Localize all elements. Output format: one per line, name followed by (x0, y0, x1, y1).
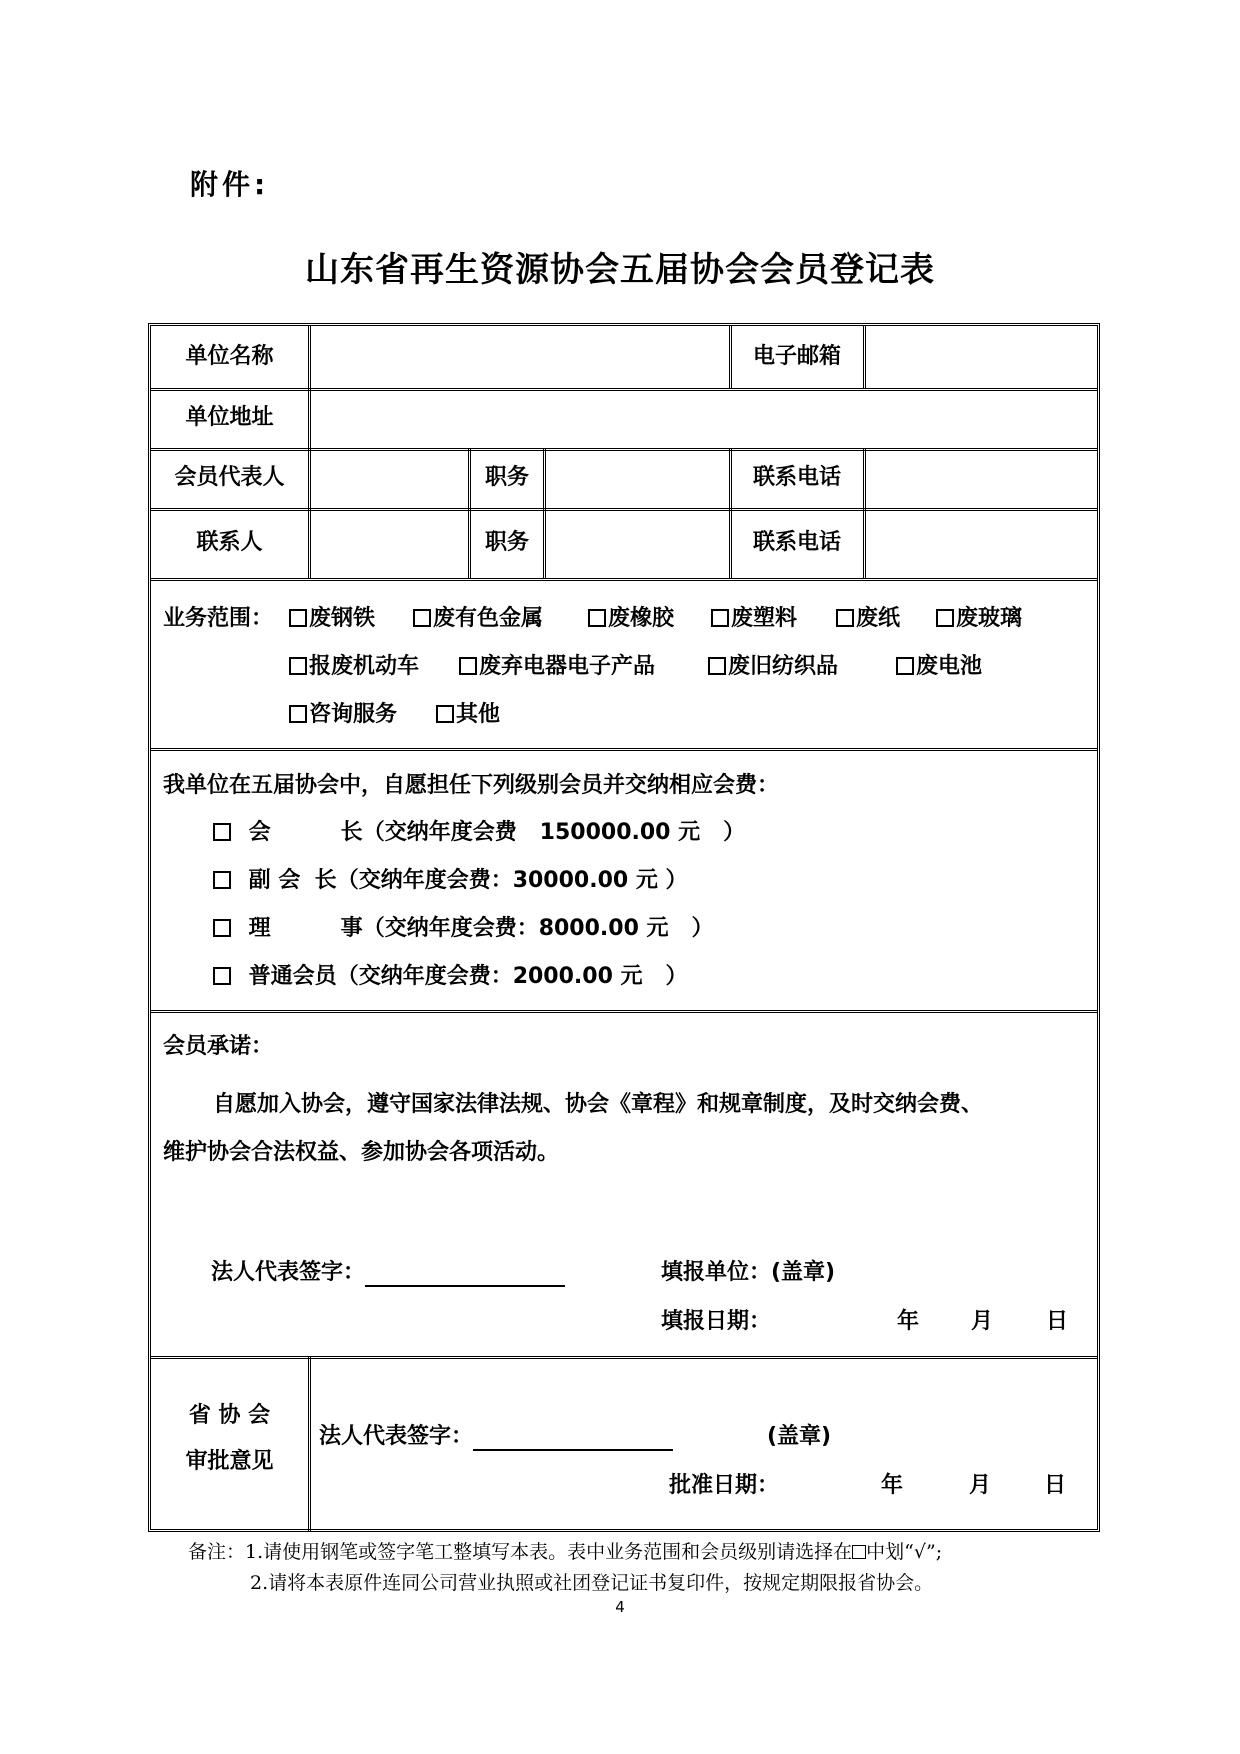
position-label: 职务 (484, 530, 529, 555)
checkbox-icon (936, 609, 954, 627)
scope-option[interactable]: 其他 (436, 701, 500, 729)
business-scope-label: 业务范围： (163, 606, 274, 631)
position-label: 职务 (484, 465, 529, 490)
seal-label: (盖章) (767, 1424, 832, 1449)
phone-label: 联系电话 (752, 465, 841, 490)
scope-option[interactable]: 废有色金属 (413, 605, 543, 633)
member-rep-field[interactable] (311, 451, 468, 508)
checkbox-icon (708, 657, 726, 675)
scope-option[interactable]: 废电池 (896, 653, 982, 681)
signature-line[interactable] (365, 1261, 565, 1287)
row-divider (151, 1356, 1097, 1359)
checkbox-icon (711, 609, 729, 627)
level-option[interactable]: 副 会 长（交纳年度会费：30000.00 元 ） (213, 867, 688, 895)
scope-option[interactable]: 废塑料 (711, 605, 797, 633)
level-option[interactable]: 会 长（交纳年度会费 150000.00 元 ） (213, 819, 745, 847)
month-label: 月 (971, 1309, 994, 1334)
phone-label: 联系电话 (752, 530, 841, 555)
checkbox-icon (836, 609, 854, 627)
level-option[interactable]: 普通会员（交纳年度会费：2000.00 元 ） (213, 963, 688, 991)
unit-address-field[interactable] (311, 391, 1098, 448)
scope-option[interactable]: 废橡胶 (588, 605, 674, 633)
email-label: 电子邮箱 (752, 344, 841, 369)
scope-option[interactable]: 报废机动车 (289, 653, 419, 681)
position-field[interactable] (546, 451, 729, 508)
row-divider (151, 748, 1097, 751)
checkbox-icon (213, 871, 231, 889)
legal-rep-signature[interactable]: 法人代表签字： (211, 1259, 565, 1287)
month-label: 月 (969, 1473, 992, 1498)
scope-option[interactable]: 废纸 (836, 605, 900, 633)
approval-date-label: 批准日期： (669, 1473, 780, 1498)
checkbox-icon (588, 609, 606, 627)
year-label: 年 (881, 1473, 904, 1498)
pledge-label: 会员承诺： (163, 1034, 274, 1059)
approval-label-line1: 省 协 会 (188, 1403, 271, 1428)
unit-name-label: 单位名称 (185, 344, 274, 369)
pledge-text-line1: 自愿加入协会，遵守国家法律法规、协会《章程》和规章制度，及时交纳会费、 (213, 1092, 984, 1117)
checkbox-icon (413, 609, 431, 627)
unit-address-label: 单位地址 (185, 405, 274, 430)
pledge-text-line2: 维护协会合法权益、参加协会各项活动。 (163, 1140, 560, 1165)
form-title: 山东省再生资源协会五届协会会员登记表 (305, 250, 935, 290)
checkbox-icon (289, 657, 307, 675)
contact-label: 联系人 (196, 530, 263, 555)
scope-option[interactable]: 咨询服务 (289, 701, 397, 729)
checkbox-icon (459, 657, 477, 675)
attachment-label: 附件: (190, 168, 270, 201)
checkbox-icon (213, 919, 231, 937)
checkbox-icon (213, 967, 231, 985)
page-number: 4 (615, 1598, 625, 1616)
scope-option[interactable]: 废钢铁 (289, 605, 375, 633)
note-line1: 备注：1.请使用钢笔或签字笔工整填写本表。表中业务范围和会员级别请选择在 中划“√”; (188, 1541, 943, 1563)
phone-field[interactable] (866, 511, 1098, 578)
approval-signature[interactable]: 法人代表签字： (319, 1423, 673, 1451)
checkbox-icon (289, 705, 307, 723)
membership-intro: 我单位在五届协会中，自愿担任下列级别会员并交纳相应会费： (163, 773, 780, 798)
member-rep-label: 会员代表人 (174, 465, 285, 490)
year-label: 年 (897, 1309, 920, 1334)
checkbox-icon (436, 705, 454, 723)
position-field[interactable] (546, 511, 729, 578)
signature-line[interactable] (473, 1425, 673, 1451)
scope-option[interactable]: 废弃电器电子产品 (459, 653, 655, 681)
unit-name-field[interactable] (311, 329, 729, 388)
contact-field[interactable] (311, 511, 468, 578)
filing-unit-label: 填报单位：(盖章) (661, 1260, 836, 1285)
approval-label-line2: 审批意见 (185, 1449, 274, 1474)
checkbox-icon (289, 609, 307, 627)
checkbox-icon (852, 1545, 866, 1559)
level-option[interactable]: 理 事（交纳年度会费：8000.00 元 ） (213, 915, 714, 943)
scope-option[interactable]: 废玻璃 (936, 605, 1022, 633)
day-label: 日 (1044, 1473, 1067, 1498)
row-divider (151, 578, 1097, 581)
checkbox-icon (213, 823, 231, 841)
day-label: 日 (1046, 1309, 1069, 1334)
row-divider (151, 1010, 1097, 1013)
scope-option[interactable]: 废旧纺织品 (708, 653, 838, 681)
filing-date-label: 填报日期： (661, 1309, 772, 1334)
registration-form (148, 323, 1100, 1532)
col-divider (308, 1356, 311, 1532)
phone-field[interactable] (866, 451, 1098, 508)
email-field[interactable] (866, 329, 1098, 388)
note-line2: 2.请将本表原件连同公司营业执照或社团登记证书复印件，按规定期限报省协会。 (250, 1572, 934, 1594)
checkbox-icon (896, 657, 914, 675)
